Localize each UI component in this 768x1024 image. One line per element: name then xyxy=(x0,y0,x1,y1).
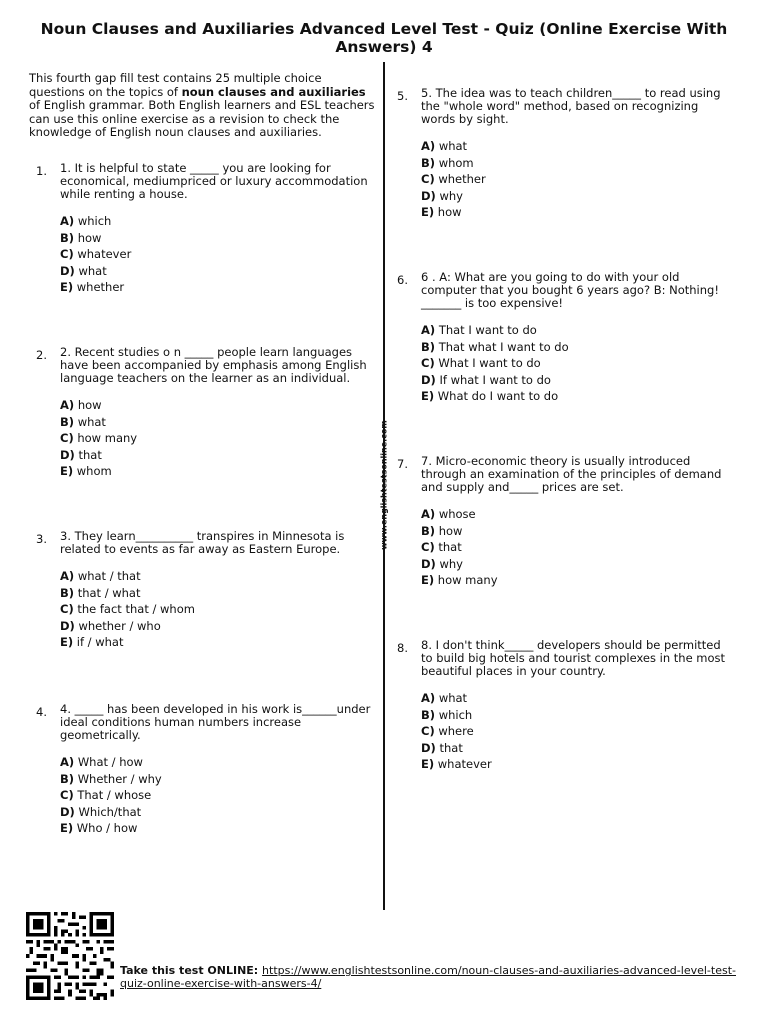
qr-code[interactable] xyxy=(26,912,114,1000)
option-d[interactable]: D) If what I want to do xyxy=(421,372,551,387)
option-e[interactable]: E) whatever xyxy=(421,757,492,771)
option-a[interactable]: A) What / how xyxy=(60,755,143,769)
option-list xyxy=(60,213,382,296)
question-number: 4. xyxy=(36,705,47,719)
option-b[interactable]: B) That what I want to do xyxy=(421,339,569,354)
option-a[interactable]: A) That I want to do xyxy=(421,323,537,337)
option-list xyxy=(421,138,731,221)
option-e[interactable]: E) whether xyxy=(60,280,125,294)
question-3 xyxy=(36,530,382,651)
page-title: Noun Clauses and Auxiliaries Advanced Level Test - Quiz (Online Exercise With Answers) 4 xyxy=(40,20,728,56)
option-list xyxy=(60,568,382,651)
option-b[interactable]: B) what xyxy=(60,414,106,429)
option-e[interactable]: E) whom xyxy=(60,464,112,478)
question-number: 7. xyxy=(397,457,408,471)
question-stem: 2. Recent studies o n _____ people learn languages have been accompanied by emphasis among English language teachers on the learner as an individual. xyxy=(60,345,367,385)
option-b[interactable]: B) Whether / why xyxy=(60,771,162,786)
option-b[interactable]: B) whom xyxy=(421,155,474,170)
intro-text-1: This fourth gap fill test contains 25 multiple choice questions on the topics of xyxy=(29,71,322,99)
option-e[interactable]: E) if / what xyxy=(60,635,124,649)
option-list xyxy=(421,690,731,773)
option-d[interactable]: D) whether / who xyxy=(60,618,161,633)
option-list xyxy=(421,506,731,589)
option-c[interactable]: C) That / whose xyxy=(60,788,152,802)
option-e[interactable]: E) What do I want to do xyxy=(421,389,559,403)
option-b[interactable]: B) which xyxy=(421,707,473,722)
question-number: 6. xyxy=(397,273,408,287)
question-1 xyxy=(36,162,382,296)
intro-bold: noun clauses and auxiliaries xyxy=(181,84,366,99)
question-stem: 7. Micro-economic theory is usually introduced through an examination of the principles of demand and supply and_____ prices are set. xyxy=(421,454,722,494)
question-number: 1. xyxy=(36,164,47,178)
question-8 xyxy=(397,639,731,773)
option-b[interactable]: B) how xyxy=(421,523,463,538)
question-number: 5. xyxy=(397,89,408,103)
option-d[interactable]: D) Which/that xyxy=(60,804,142,819)
footer-label: Take this test ONLINE: xyxy=(120,964,263,977)
option-list xyxy=(60,397,382,480)
option-a[interactable]: A) what / that xyxy=(60,569,141,583)
option-e[interactable]: E) how many xyxy=(421,573,498,587)
question-2 xyxy=(36,346,382,480)
test-url-link[interactable]: https://www.englishtestsonline.com/noun-clauses-and-auxiliaries-advanced-level-test-quiz-online-exercise-with-answers-4/ xyxy=(120,964,736,990)
question-6 xyxy=(397,271,731,405)
question-number: 8. xyxy=(397,641,408,655)
intro-text-2: of English grammar. Both English learners and ESL teachers can use this online exercise as a revision to check the knowledge of English noun clauses and auxiliaries. xyxy=(29,98,375,139)
option-c[interactable]: C) What I want to do xyxy=(421,356,541,370)
option-a[interactable]: A) what xyxy=(421,691,468,705)
option-c[interactable]: C) where xyxy=(421,724,474,738)
option-a[interactable]: A) how xyxy=(60,398,102,412)
question-stem: 8. I don't think_____ developers should be permitted to build big hotels and tourist complexes in the most beautiful places in your country. xyxy=(421,638,726,678)
question-7 xyxy=(397,455,731,589)
option-a[interactable]: A) which xyxy=(60,214,112,228)
question-4 xyxy=(36,703,382,837)
option-d[interactable]: D) that xyxy=(421,740,463,755)
question-stem: 3. They learn__________ transpires in Minnesota is related to events as far away as Eastern Europe. xyxy=(60,529,345,556)
question-stem: 1. It is helpful to state _____ you are looking for economical, mediumpriced or luxury accommodation while renting a house. xyxy=(60,161,368,201)
side-url-text: www.englishtestsonline.com xyxy=(379,420,389,550)
question-stem: 6 . A: What are you going to do with your old computer that you bought 6 years ago? B: Nothing! _______ is too expensive! xyxy=(421,270,719,310)
option-b[interactable]: B) how xyxy=(60,230,102,245)
option-d[interactable]: D) why xyxy=(421,188,463,203)
question-stem: 4. _____ has been developed in his work is______under ideal conditions human numbers increase geometrically. xyxy=(60,702,371,742)
question-stem: 5. The idea was to teach children_____ to read using the "whole word" method, based on recognizing words by sight. xyxy=(421,86,721,126)
option-c[interactable]: C) that xyxy=(421,540,462,554)
question-number: 2. xyxy=(36,348,47,362)
question-5 xyxy=(397,87,731,221)
option-a[interactable]: A) what xyxy=(421,139,468,153)
option-e[interactable]: E) Who / how xyxy=(60,821,138,835)
option-e[interactable]: E) how xyxy=(421,205,462,219)
option-d[interactable]: D) that xyxy=(60,447,102,462)
question-number: 3. xyxy=(36,532,47,546)
option-c[interactable]: C) the fact that / whom xyxy=(60,602,195,616)
option-c[interactable]: C) whatever xyxy=(60,247,132,261)
footer-online-link xyxy=(120,964,740,990)
option-c[interactable]: C) how many xyxy=(60,431,138,445)
intro-paragraph xyxy=(29,72,379,140)
option-list xyxy=(60,754,382,837)
option-d[interactable]: D) what xyxy=(60,263,107,278)
option-a[interactable]: A) whose xyxy=(421,507,476,521)
option-d[interactable]: D) why xyxy=(421,556,463,571)
option-list xyxy=(421,322,731,405)
option-c[interactable]: C) whether xyxy=(421,172,486,186)
option-b[interactable]: B) that / what xyxy=(60,585,141,600)
